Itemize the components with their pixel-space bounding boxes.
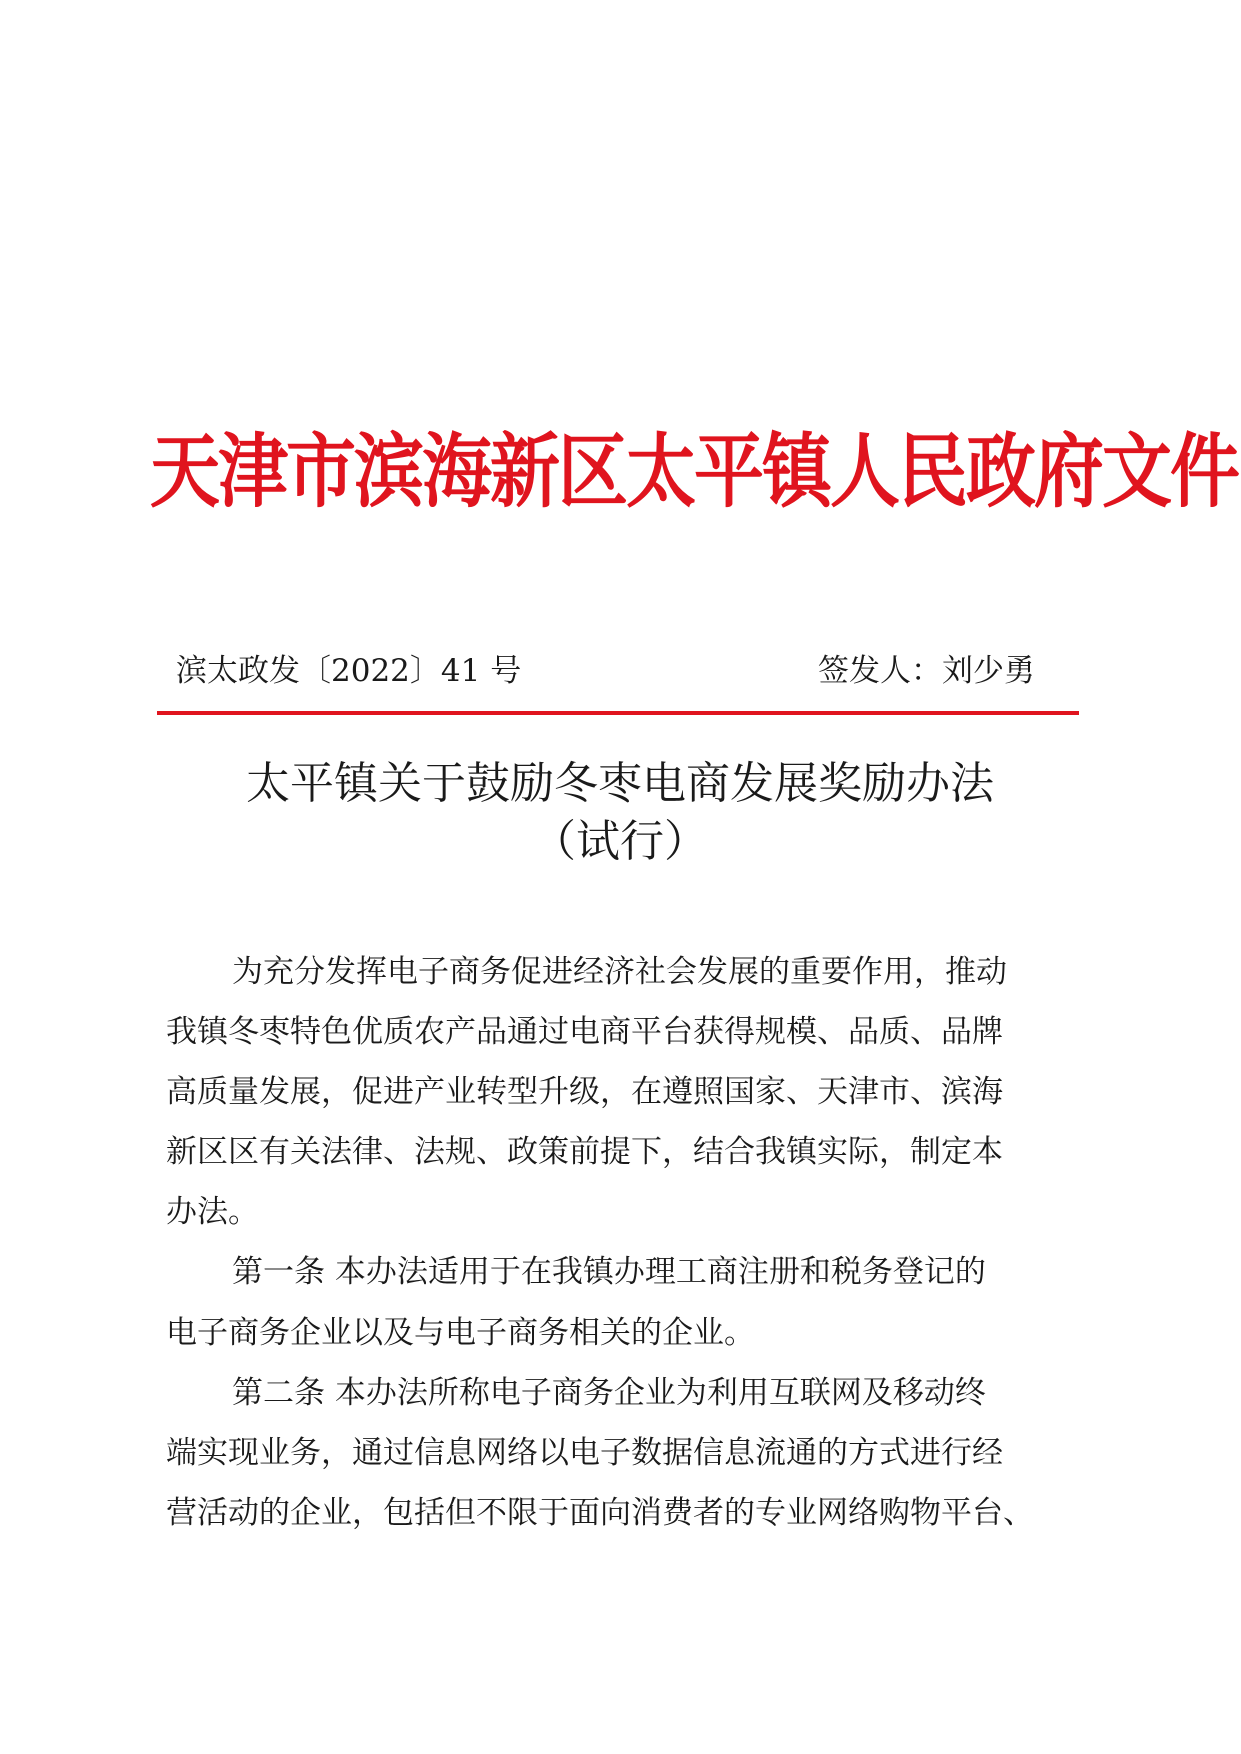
body-line: 第一条 本办法适用于在我镇办理工商注册和税务登记的 [232,1254,986,1290]
body-line: 第二条 本办法所称电子商务企业为利用互联网及移动终 [232,1375,986,1411]
body-line: 高质量发展，促进产业转型升级，在遵照国家、天津市、滨海 [166,1074,1003,1110]
letterhead-title: 天津市滨海新区太平镇人民政府文件 [150,424,1238,519]
body-line: 电子商务企业以及与电子商务相关的企业。 [166,1315,755,1351]
body-line: 为充分发挥电子商务促进经济社会发展的重要作用，推动 [232,954,1007,990]
document-title: 太平镇关于鼓励冬枣电商发展奖励办法 [246,758,994,809]
body-line: 我镇冬枣特色优质农产品通过电商平台获得规模、品质、品牌 [166,1014,1003,1050]
document-subtitle: （试行） [532,816,708,867]
body-line: 新区区有关法律、法规、政策前提下，结合我镇实际，制定本 [166,1134,1003,1170]
body-line: 端实现业务，通过信息网络以电子数据信息流通的方式进行经 [166,1435,1003,1471]
signer: 签发人：刘少勇 [818,653,1035,689]
body-line: 办法。 [166,1194,259,1230]
red-divider [157,711,1079,715]
body-line: 营活动的企业，包括但不限于面向消费者的专业网络购物平台、 [166,1495,1034,1531]
document-number: 滨太政发〔2022〕41 号 [176,653,522,689]
